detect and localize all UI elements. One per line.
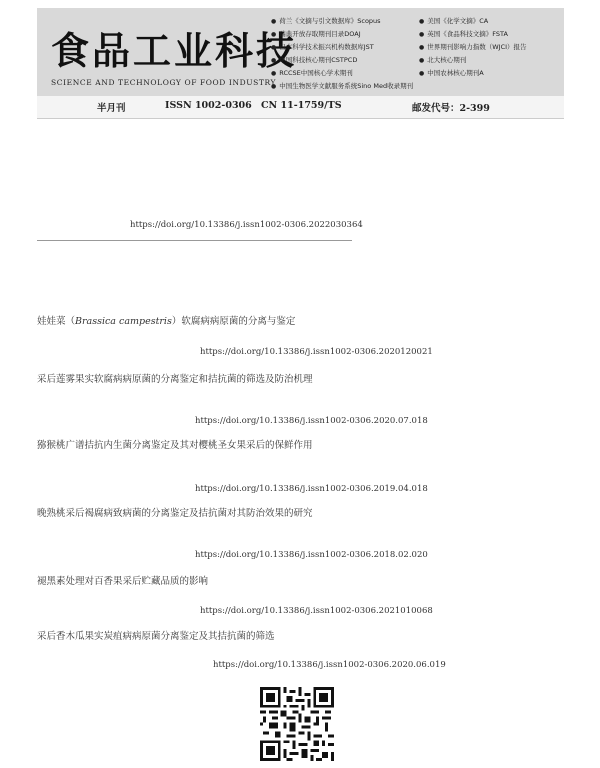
publication-info-bar [37, 96, 564, 119]
index-item: ● 中国农林核心期刊A [419, 68, 484, 77]
index-item: ● 中国生物医学文献服务系统Sino Med收录期刊 [271, 81, 413, 90]
cn-label: CN 11-1759/TS [261, 100, 342, 111]
postal-code-label: 邮发代号：2-399 [412, 103, 490, 114]
related-article-doi[interactable]: https://doi.org/10.13386/j.issn1002-0306.2020.06.019 [213, 660, 446, 670]
related-article-title[interactable]: 采后香木瓜果实炭疽病病原菌分离鉴定及其拮抗菌的筛选 [37, 631, 275, 642]
related-article-doi[interactable]: https://doi.org/10.13386/j.issn1002-0306.2021010068 [200, 606, 433, 616]
related-article-doi[interactable]: https://doi.org/10.13386/j.issn1002-0306.2019.04.018 [195, 484, 428, 494]
index-item: ● RCCSE中国核心学术期刊 [271, 68, 353, 77]
index-item: ● 荷兰《文摘与引文数据库》Scopus [271, 16, 381, 25]
index-item: ● 日本科学技术振兴机构数据库JST [271, 42, 374, 51]
divider [37, 240, 352, 241]
related-article-title[interactable]: 娃娃菜（Brassica campestris）软腐病病原菌的分离与鉴定 [37, 316, 296, 327]
journal-logo-en: SCIENCE AND TECHNOLOGY OF FOOD INDUSTRY [51, 78, 277, 87]
indexing-list [271, 12, 561, 94]
main-doi-link[interactable]: https://doi.org/10.13386/j.issn1002-0306.2022030364 [130, 220, 363, 230]
index-item: ● 英国《食品科技文摘》FSTA [419, 29, 508, 38]
related-article-doi[interactable]: https://doi.org/10.13386/j.issn1002-0306.2020120021 [200, 347, 433, 357]
journal-logo-cn: 食品工业科技 [51, 28, 298, 73]
index-item: ● 中国科技核心期刊CSTPCD [271, 55, 357, 64]
related-article-title[interactable]: 晚熟桃采后褐腐病致病菌的分离鉴定及拮抗菌对其防治效果的研究 [37, 508, 313, 519]
index-item: ● 瑞典开放存取期刊目录DOAJ [271, 29, 361, 38]
index-item: ● 美国《化学文摘》CA [419, 16, 488, 25]
related-article-title[interactable]: 采后莲雾果实软腐病病原菌的分离鉴定和拮抗菌的筛选及防治机理 [37, 374, 313, 385]
related-article-title[interactable]: 猕猴桃广谱拮抗内生菌分离鉴定及其对樱桃圣女果采后的保鲜作用 [37, 440, 313, 451]
issn-label: ISSN 1002-0306 [165, 100, 252, 111]
index-item: ● 北大核心期刊 [419, 55, 466, 64]
frequency-label: 半月刊 [97, 103, 126, 114]
related-article-title[interactable]: 褪黑素处理对百香果采后贮藏品质的影响 [37, 576, 209, 587]
qr-code-icon [260, 687, 334, 761]
journal-header [37, 8, 564, 96]
index-item: ● 世界期刊影响力指数（WJCI）报告 [419, 42, 527, 51]
related-article-doi[interactable]: https://doi.org/10.13386/j.issn1002-0306.2018.02.020 [195, 550, 428, 560]
related-article-doi[interactable]: https://doi.org/10.13386/j.issn1002-0306.2020.07.018 [195, 416, 428, 426]
